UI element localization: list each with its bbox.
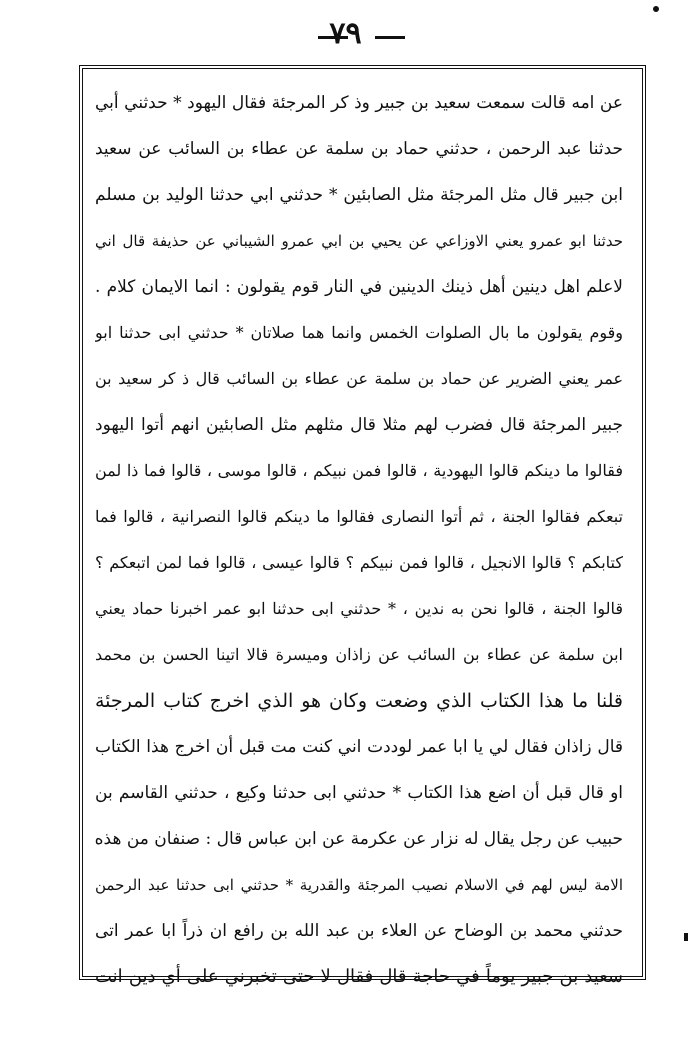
text-line: سعيد بن جبير يوماً في حاجة قال فقال لا حتى تخبرني على أي دين انت <box>95 966 623 987</box>
text-line: جبير المرجئة قال فضرب لهم مثلا قال مثلهم مثل الصابئين انهم أتوا اليهود <box>95 415 623 435</box>
text-line: لاعلم اهل دينين أهل ذينك الدينين في النار قوم يقولون : انما الايمان كلام . <box>95 277 623 297</box>
text-line: قالوا الجنة ، قالوا نحن به ندين ، * حدثني ابى حدثنا ابو عمر اخبرنا حماد يعني <box>95 599 623 618</box>
page-number: ٧٩ <box>329 16 362 51</box>
text-line: فقالوا ما دينكم قالوا اليهودية ، قالوا فمن نبيكم ، قالوا موسى ، قالوا فما ذا لمن <box>95 461 623 480</box>
text-line: حدثنا ابو عمرو يعني الاوزاعي عن يحيي بن ابي عمرو الشيباني عن حذيفة قال اني <box>95 232 623 250</box>
text-line: حدثنا عبد الرحمن ، حدثني حماد بن سلمة عن عطاء بن السائب عن سعيد <box>95 139 623 159</box>
page-number-dash-right <box>375 36 405 39</box>
text-line: قال زاذان فقال لي يا ابا عمر لوددت اني كنت مت قبل أن اخرج هذا الكتاب <box>95 737 623 757</box>
margin-mark <box>684 933 688 941</box>
text-line: تبعكم فقالوا الجنة ، ثم أتوا النصارى فقالوا ما دينكم قالوا النصرانية ، قالوا فما <box>95 507 623 526</box>
text-line: حدثني محمد بن الوضاح عن العلاء بن عبد الله بن رافع ان ذراً ابا عمر اتى <box>95 921 623 941</box>
text-line: عن امه قالت سمعت سعيد بن جبير وذ كر المرجئة فقال اليهود * حدثني أبي <box>95 93 623 113</box>
text-line: قلنا ما هذا الكتاب الذي وضعت وكان هو الذي اخرج كتاب المرجئة <box>95 690 623 712</box>
text-line: حبيب عن رجل يقال له نزار عن عكرمة عن ابن عباس قال : صنفان من هذه <box>95 829 623 849</box>
text-line: وقوم يقولون ما بال الصلوات الخمس وانما هما صلاتان * حدثني ابى حدثنا ابو <box>95 323 623 342</box>
text-line: عمر يعني الضرير عن حماد بن سلمة عن عطاء بن السائب قال ذ كر سعيد بن <box>95 369 623 388</box>
body-text <box>95 80 623 1000</box>
text-line: ابن سلمة عن عطاء بن السائب عن زاذان وميسرة قالا اتينا الحسن بن محمد <box>95 645 623 664</box>
corner-mark <box>653 6 659 12</box>
text-line: كتابكم ؟ قالوا الانجيل ، قالوا فمن نبيكم ؟ قالوا عيسى ، قالوا فما لمن اتبعكم ؟ <box>95 553 623 572</box>
text-line: او قال قبل أن اضع هذا الكتاب * حدثني ابى حدثنا وكيع ، حدثني القاسم بن <box>95 783 623 803</box>
text-line: الامة ليس لهم في الاسلام نصيب المرجئة والقدرية * حدثني ابى حدثنا عبد الرحمن <box>95 876 623 894</box>
text-line: ابن جبير قال مثل المرجئة مثل الصابئين * حدثني ابي حدثنا الوليد بن مسلم <box>95 185 623 205</box>
